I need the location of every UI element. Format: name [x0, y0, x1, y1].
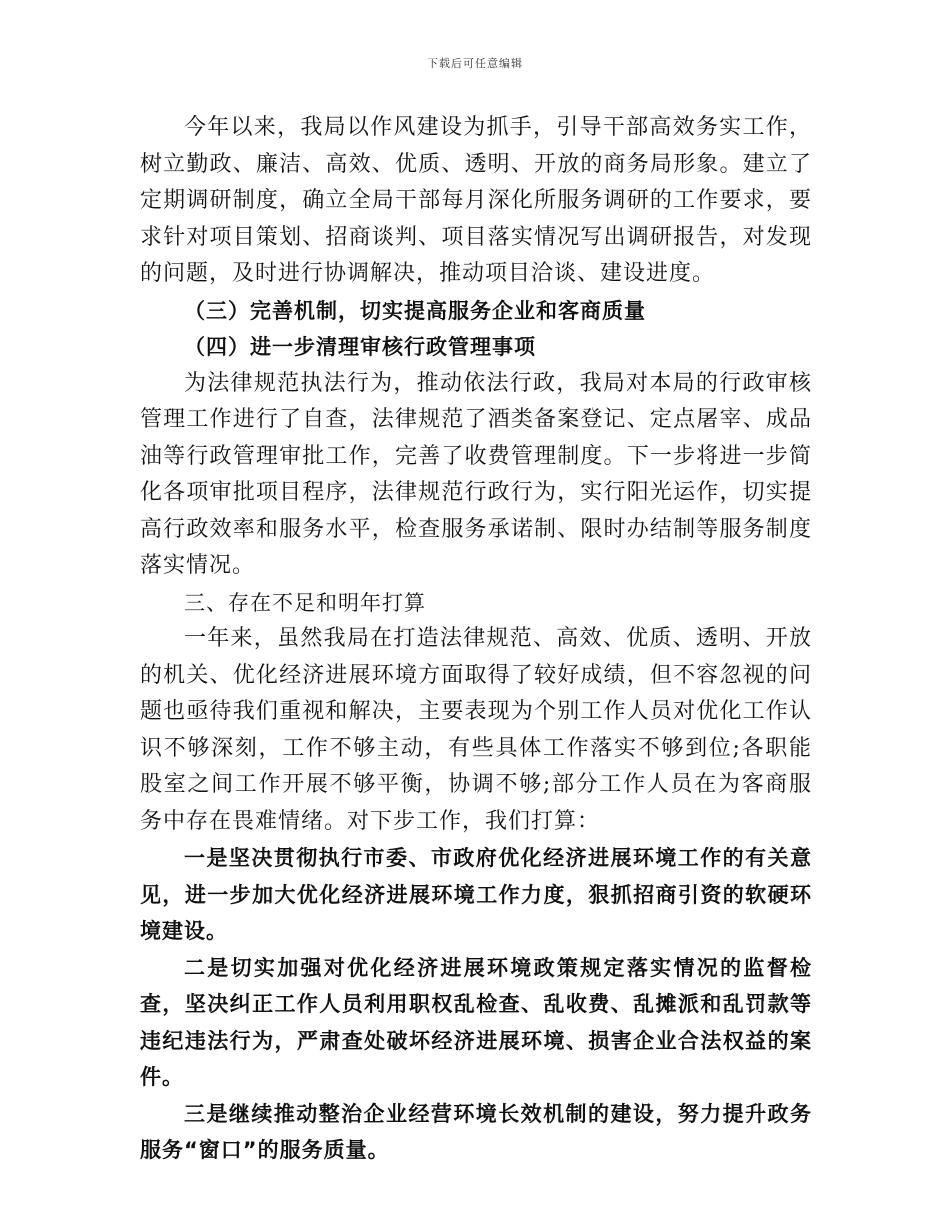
- paragraph-work-style: 今年以来，我局以作风建设为抓手，引导干部高效务实工作，树立勤政、廉洁、高效、优质、透明、开放的商务局形象。建立了定期调研制度，确立全局干部每月深化所服务调研的工作要求，要求针对项目策划、招商谈判、项目落实情况写出调研报告，对发现的问题，及时进行协调解决，推动项目洽谈、建设进度。: [140, 115, 812, 286]
- document-body: [140, 110, 812, 1169]
- paragraph-administrative-review: 为法律规范执法行为，推动依法行政，我局对本局的行政审核管理工作进行了自查，法律规范了酒类备案登记、定点屠宰、成品油等行政管理审批工作，完善了收费管理制度。下一步将进一步简化各项审批项目程序，法律规范行政行为，实行阳光运作，切实提高行政效率和服务水平，检查服务承诺制、限时办结制等服务制度落实情况。: [140, 370, 812, 578]
- page-header: 下载后可任意编辑: [427, 57, 523, 70]
- plan-item-2: 二是切实加强对优化经济进展环境政策规定落实情况的监督检查，坚决纠正工作人员利用职权乱检查、乱收费、乱摊派和乱罚款等违纪违法行为，严肃查处破坏经济进展环境、损害企业合法权益的案件。: [140, 955, 812, 1089]
- subheading-3: （三）完善机制，切实提高服务企业和客商质量: [184, 298, 646, 323]
- paragraph-shortcomings: 一年来，虽然我局在打造法律规范、高效、优质、透明、开放的机关、优化经济进展环境方面取得了较好成绩，但不容忽视的问题也亟待我们重视和解决，主要表现为个别工作人员对优化工作认识不够深刻，工作不够主动，有些具体工作落实不够到位;各职能股室之间工作开展不够平衡，协调不够;部分工作人员在为客商服务中存在畏难情绪。对下步工作，我们打算：: [140, 626, 812, 834]
- section-heading-3: 三、存在不足和明年打算: [184, 590, 426, 615]
- subheading-4: （四）进一步清理审核行政管理事项: [184, 335, 536, 359]
- plan-item-1: 一是坚决贯彻执行市委、市政府优化经济进展环境工作的有关意见，进一步加大优化经济进展环境工作力度，狠抓招商引资的软硬环境建设。: [140, 846, 812, 943]
- plan-item-3: 三是继续推动整治企业经营环境长效机制的建设，努力提升政务服务“窗口”的服务质量。: [140, 1101, 812, 1162]
